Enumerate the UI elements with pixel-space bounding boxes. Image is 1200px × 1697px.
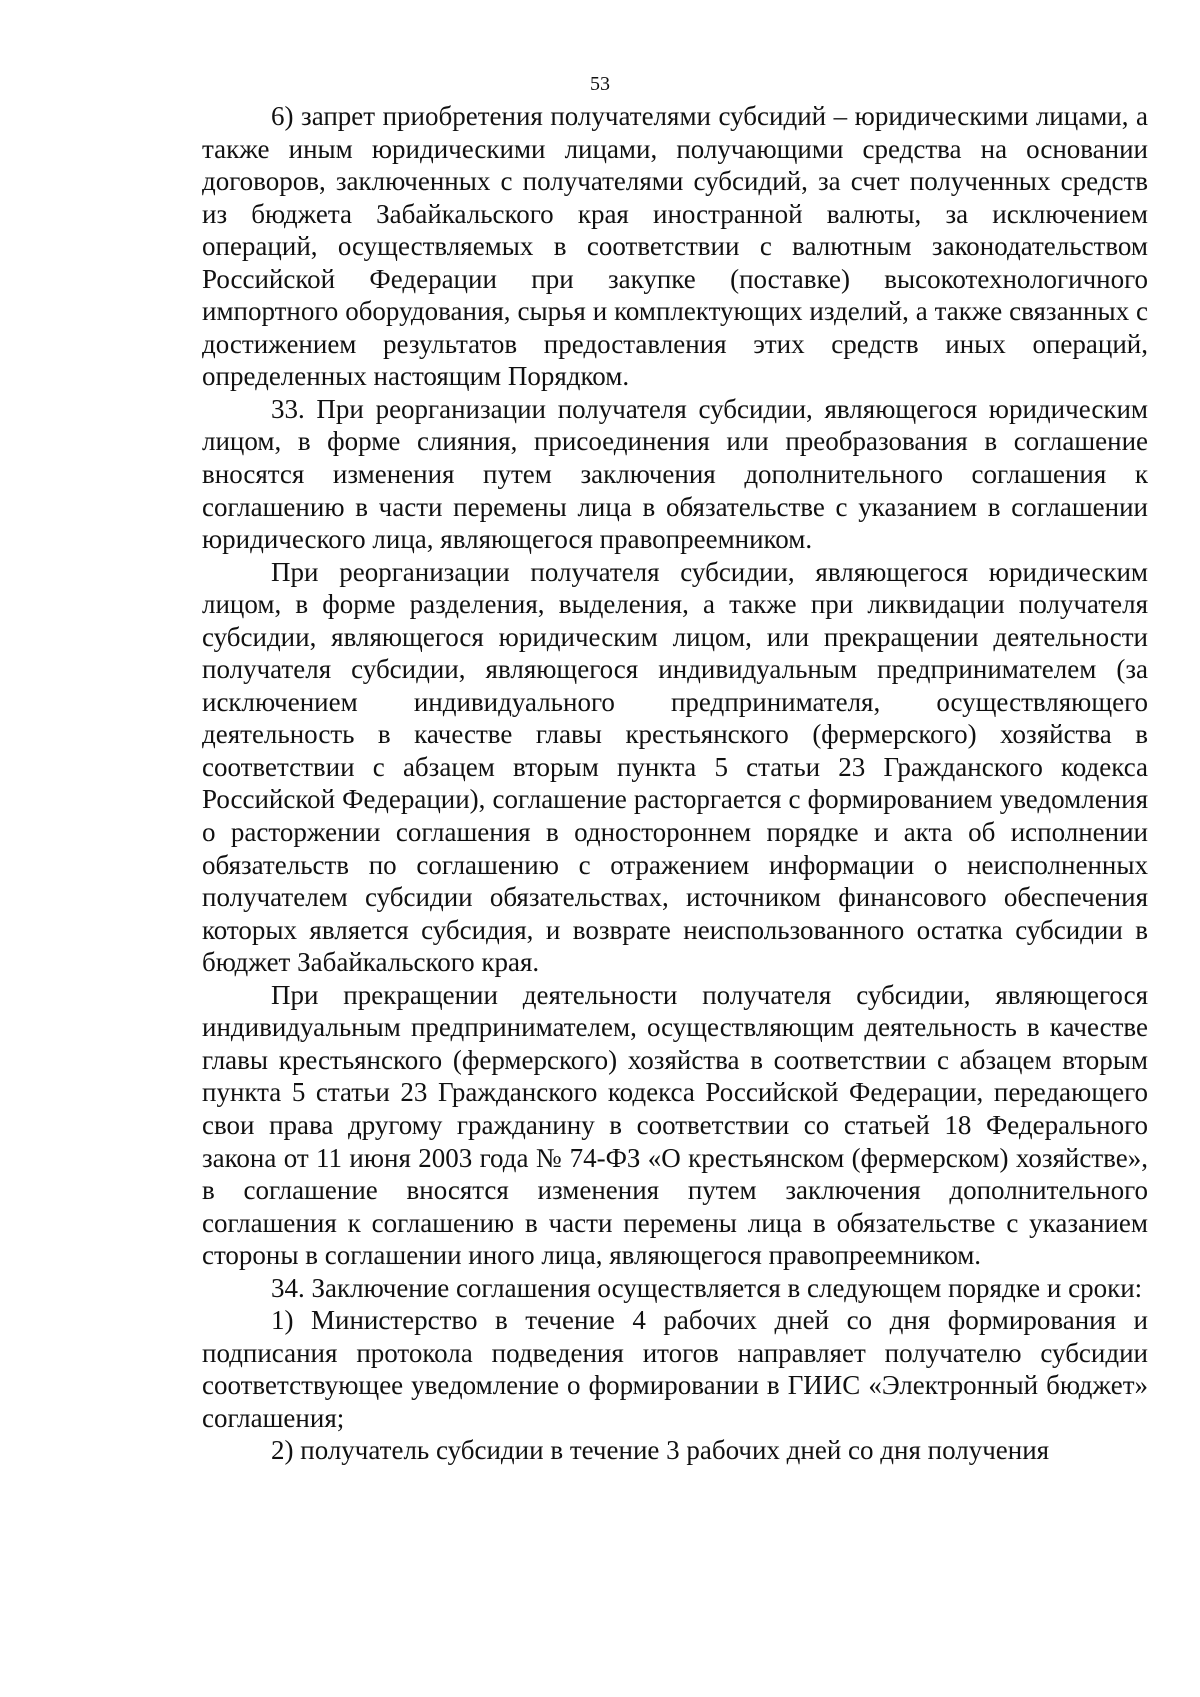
paragraph-item-2: 2) получатель субсидии в течение 3 рабочих дней со дня получения bbox=[271, 1435, 1050, 1466]
paragraph-clause-33: 33. При реорганизации получателя субсидии, являющегося юридическим лицом, в форме слияния, присоединения или преобразования в соглашение вносятся изменения путем заключения дополнительного соглашения к соглашению в части перемены лица в обязательстве с указанием в соглашении юридического лица, являющегося правопреемником. bbox=[202, 393, 1148, 555]
paragraph-termination: При прекращении деятельности получателя субсидии, являющегося индивидуальным предпринимателем, осуществляющим деятельность в качестве главы крестьянского (фермерского) хозяйства в соответствии с абзацем вторым пункта 5 статьи 23 Гражданского кодекса Российской Федерации, передающего свои права другому гражданину в соответствии со статьей 18 Федерального закона от 11 июня 2003 года № 74-ФЗ «О крестьянском (фермерском) хозяйстве», в соглашение вносятся изменения путем заключения дополнительного соглашения к соглашению в части перемены лица в обязательстве с указанием стороны в соглашении иного лица, являющегося правопреемником. bbox=[202, 979, 1148, 1271]
paragraph-item-6: 6) запрет приобретения получателями субсидий – юридическими лицами, а также иным юридическими лицами, получающими средства на основании договоров, заключенных с получателями субсидий, за счет полученных средств из бюджета Забайкальского края иностранной валюты, за исключением операций, осуществляемых в соответствии с валютным законодательством Российской Федерации при закупке (поставке) высокотехнологичного импортного оборудования, сырья и комплектующих изделий, а также связанных с достижением результатов предоставления этих средств иных операций, определенных настоящим Порядком. bbox=[202, 101, 1148, 392]
paragraph-reorganization: При реорганизации получателя субсидии, являющегося юридическим лицом, в форме разделения, выделения, а также при ликвидации получателя субсидии, являющегося юридическим лицом, или прекращении деятельности получателя субсидии, являющегося индивидуальным предпринимателем (за исключением индивидуального предпринимателя, осуществляющего деятельность в качестве главы крестьянского (фермерского) хозяйства в соответствии с абзацем вторым пункта 5 статьи 23 Гражданского кодекса Российской Федерации), соглашение расторгается с формированием уведомления о расторжении соглашения в одностороннем порядке и акта об исполнении обязательств по соглашению с отражением информации о неисполненных получателем субсидии обязательствах, источником финансового обеспечения которых является субсидия, и возврате неиспользованного остатка субсидии в бюджет Забайкальского края. bbox=[202, 556, 1148, 978]
paragraph-clause-34: 34. Заключение соглашения осуществляется в следующем порядке и сроки: bbox=[271, 1272, 1143, 1303]
document-body bbox=[202, 100, 1148, 1467]
paragraph-item-1: 1) Министерство в течение 4 рабочих дней со дня формирования и подписания протокола подведения итогов направляет получателю субсидии соответствующее уведомление о формировании в ГИИС «Электронный бюджет» соглашения; bbox=[202, 1305, 1148, 1433]
page-number: 53 bbox=[590, 73, 610, 95]
